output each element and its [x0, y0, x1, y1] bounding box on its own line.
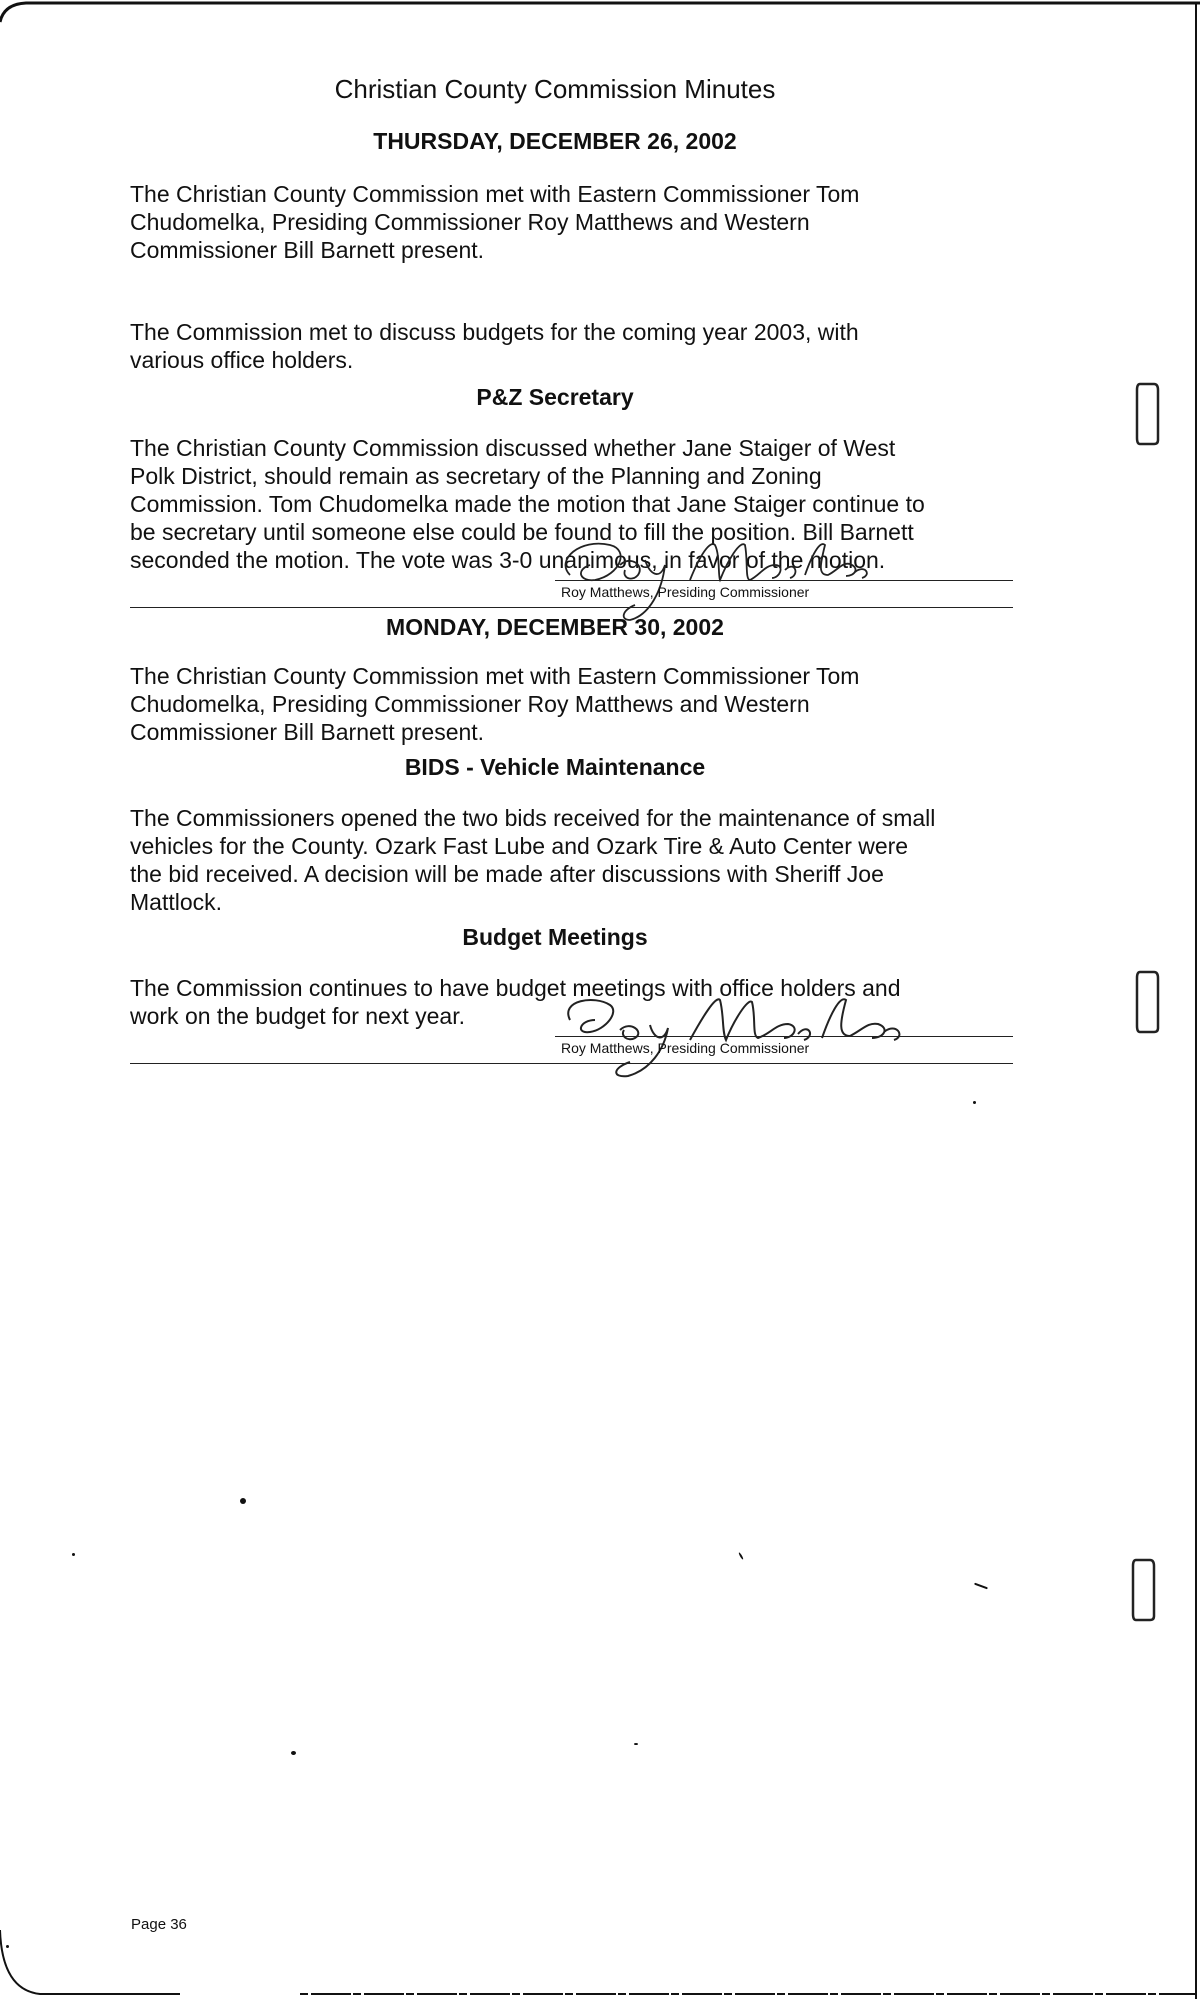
attendance-paragraph: The Christian County Commission met with Eastern Commissioner Tom Chudomelka, Presiding Commissioner Roy Matthews and Western Commissioner Bill Barnett present.	[130, 663, 860, 745]
meeting-date-heading: MONDAY, DECEMBER 30, 2002	[386, 614, 724, 640]
signature-line	[555, 1036, 1013, 1037]
binder-tab-icon	[1134, 968, 1162, 1034]
attendance-paragraph: The Christian County Commission met with Eastern Commissioner Tom Chudomelka, Presiding Commissioner Roy Matthews and Western Commissioner Bill Barnett present.	[130, 181, 860, 263]
meeting-date-heading: THURSDAY, DECEMBER 26, 2002	[373, 128, 737, 154]
scan-speck	[634, 1743, 638, 1745]
scan-speck	[72, 1553, 75, 1556]
scan-speck	[973, 1101, 976, 1104]
scan-speck	[738, 1552, 744, 1560]
signature-caption: Roy Matthews, Presiding Commissioner	[561, 1040, 810, 1056]
budget-meetings-paragraph: The Commission continues to have budget meetings with office holders and work on the budget for next year.	[130, 975, 901, 1029]
page-number: Page 36	[131, 1916, 187, 1933]
pz-secretary-paragraph: The Christian County Commission discussed whether Jane Staiger of West Polk District, should remain as secretary of the Planning and Zoning Commission. Tom Chudomelka made the motion that Jane Staiger continue to be secretary until someone else could be found to fill the position. Bill Barnett seconded the motion. The vote was 3-0 unanimous, in favor of the motion.	[130, 435, 925, 573]
scan-speck	[6, 1945, 9, 1948]
section-subheading: P&Z Secretary	[476, 384, 634, 410]
section-divider	[130, 607, 1013, 608]
budget-discussion-paragraph: The Commission met to discuss budgets for the coming year 2003, with various office holders.	[130, 319, 859, 373]
signature-line	[555, 580, 1013, 581]
section-divider	[130, 1063, 1013, 1064]
document-title: Christian County Commission Minutes	[334, 74, 776, 104]
signature-caption: Roy Matthews, Presiding Commissioner	[561, 584, 810, 600]
section-subheading: Budget Meetings	[462, 924, 648, 950]
binder-tab-icon	[1134, 380, 1162, 446]
section-subheading: BIDS - Vehicle Maintenance	[404, 754, 706, 780]
binder-tab-icon	[1130, 1556, 1158, 1622]
scan-speck	[240, 1498, 246, 1504]
scan-speck	[974, 1583, 988, 1590]
scan-speck	[291, 1751, 296, 1755]
bids-paragraph: The Commissioners opened the two bids received for the maintenance of small vehicles for the County. Ozark Fast Lube and Ozark Tire & Auto Center were the bid received. A decision will be made after discussions with Sheriff Joe Mattlock.	[130, 805, 936, 915]
